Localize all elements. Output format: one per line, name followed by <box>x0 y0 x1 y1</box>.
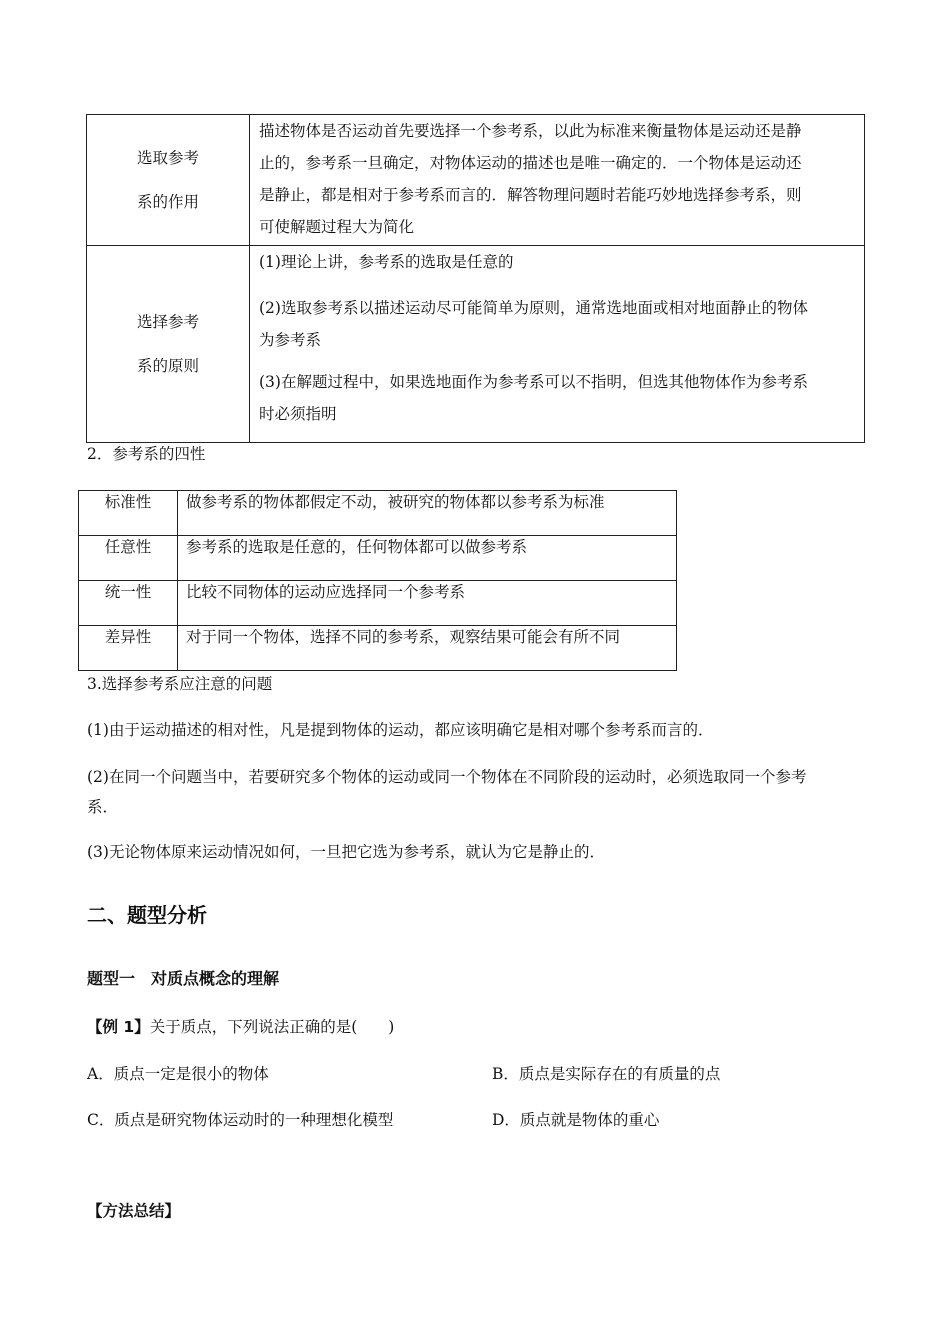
table-row <box>87 115 865 246</box>
content-line: 时必须指明 <box>259 405 337 423</box>
method-summary-heading: 【方法总结】 <box>87 1202 181 1220</box>
content-line: 可使解题过程大为简化 <box>259 218 415 236</box>
four-properties-table <box>78 490 677 671</box>
label-line: 选择参考 <box>136 313 199 331</box>
section-title: 2．参考系的四性 <box>87 445 206 463</box>
property-label: 任意性 <box>79 536 178 581</box>
note-paragraph: (2)在同一个问题当中，若要研究多个物体的运动或同一个物体在不同阶段的运动时，必须选取同一个参考 <box>87 768 807 786</box>
table-label-cell <box>87 115 250 246</box>
note-paragraph-continued: 系． <box>87 798 119 816</box>
table-row <box>79 491 677 536</box>
section-title: 3.选择参考系应注意的问题 <box>87 675 273 693</box>
option-b: B．质点是实际存在的有质量的点 <box>492 1065 721 1083</box>
table-content-cell <box>250 246 865 443</box>
property-description: 参考系的选取是任意的，任何物体都可以做参考系 <box>178 536 677 581</box>
subheading: 题型一 对质点概念的理解 <box>87 969 280 988</box>
content-line: (3)在解题过程中，如果选地面作为参考系可以不指明，但选其他物体作为参考系 <box>259 373 808 391</box>
table-row <box>79 536 677 581</box>
content-line: 止的，参考系一旦确定，对物体运动的描述也是唯一确定的．一个物体是运动还 <box>259 154 802 172</box>
reference-frame-table <box>86 114 865 443</box>
property-description: 比较不同物体的运动应选择同一个参考系 <box>178 581 677 626</box>
table-row <box>87 246 865 443</box>
property-label: 统一性 <box>79 581 178 626</box>
table-content-cell <box>250 115 865 246</box>
label-line: 选取参考 <box>136 149 199 167</box>
content-line: (2)选取参考系以描述运动尽可能简单为原则，通常选地面或相对地面静止的物体 <box>259 299 808 317</box>
property-label: 差异性 <box>79 626 178 671</box>
question-text: 关于质点，下列说法正确的是( ) <box>149 1018 395 1036</box>
table-label-cell <box>87 246 250 443</box>
content-line: 描述物体是否运动首先要选择一个参考系，以此为标准来衡量物体是运动还是静 <box>259 122 802 140</box>
property-description: 做参考系的物体都假定不动，被研究的物体都以参考系为标准 <box>178 491 677 536</box>
note-paragraph: (1)由于运动描述的相对性，凡是提到物体的运动，都应该明确它是相对哪个参考系而言的． <box>87 721 714 739</box>
table-row <box>79 581 677 626</box>
example-question <box>87 1016 394 1038</box>
label-line: 系的作用 <box>136 193 199 211</box>
option-d: D．质点就是物体的重心 <box>492 1111 660 1129</box>
option-c: C．质点是研究物体运动时的一种理想化模型 <box>87 1111 394 1129</box>
option-a: A．质点一定是很小的物体 <box>87 1065 269 1083</box>
main-heading: 二、题型分析 <box>87 903 207 927</box>
table-row <box>79 626 677 671</box>
note-paragraph: (3)无论物体原来运动情况如何，一旦把它选为参考系，就认为它是静止的． <box>87 843 605 861</box>
content-line: 是静止，都是相对于参考系而言的．解答物理问题时若能巧妙地选择参考系，则 <box>259 186 802 204</box>
label-line: 系的原则 <box>136 357 199 375</box>
content-line: 为参考系 <box>259 331 322 349</box>
example-tag: 【例 1】 <box>87 1018 150 1036</box>
property-label: 标准性 <box>79 491 178 536</box>
property-description: 对于同一个物体，选择不同的参考系，观察结果可能会有所不同 <box>178 626 677 671</box>
content-line: (1)理论上讲，参考系的选取是任意的 <box>259 253 514 271</box>
